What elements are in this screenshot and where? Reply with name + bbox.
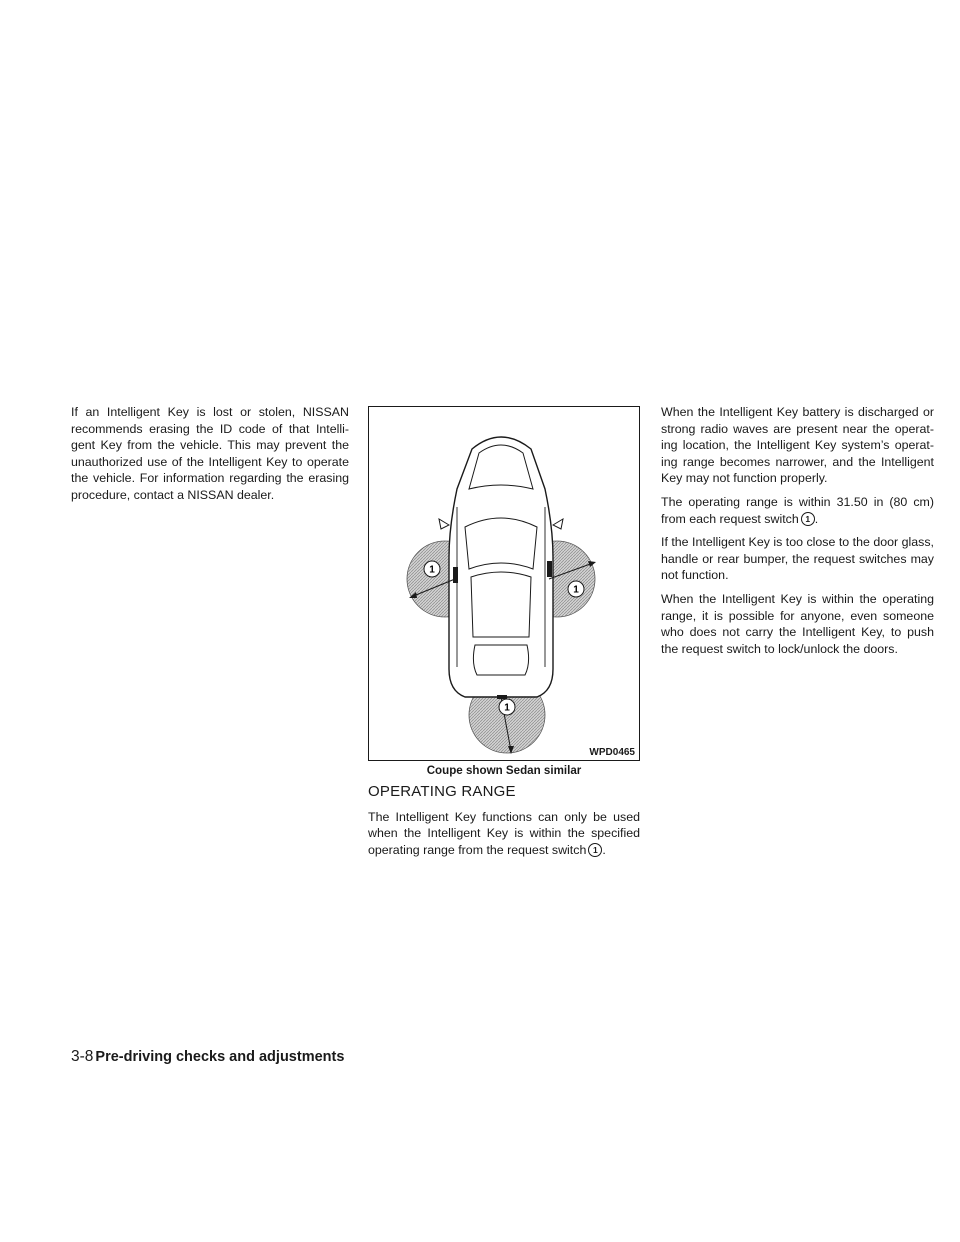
car-top-view-diagram: [369, 407, 639, 760]
section-heading: OPERATING RANGE: [368, 783, 516, 800]
lost-key-paragraph: If an Intelligent Key is lost or stolen, NISSAN recommends erasing the ID code of that Intelli-gent Key from the vehicle. This may prevent the unauthorized use of the Intelligent Key to operate the vehicle. For information regarding the erasing procedure, contact a NISSAN dealer.: [71, 405, 349, 502]
anyone-push-paragraph: When the Intelligent Key is within the operating range, it is possible for anyone, even someone who does not carry the Intelligent Key, to push the request switch to lock/unlock the doors.: [661, 591, 934, 656]
operating-range-paragraph: The Intelligent Key functions can only be used when the Intelligent Key is within the specified operating range from the request switch 1 .: [368, 809, 640, 857]
left-column: [71, 404, 349, 511]
callout-1-icon: 1: [588, 843, 602, 857]
chapter-title: Pre-driving checks and adjustments: [95, 1049, 345, 1065]
too-close-paragraph: If the Intelligent Key is too close to the door glass, handle or rear bumper, the request switches may not function.: [661, 535, 934, 583]
rear-request-switch: [497, 695, 507, 699]
figure-code: WPD0465: [589, 747, 635, 758]
svg-text:1: 1: [573, 584, 579, 596]
page-footer: [71, 1048, 344, 1066]
battery-paragraph: When the Intelligent Key battery is discharged or strong radio waves are present near the operat-ing location, the Intelligent Key system’s operat-ing range becomes narrower, and the Intelligent Key may not function properly.: [661, 405, 934, 486]
range-distance-paragraph: The operating range is within 31.50 in (80 cm) from each request switch 1 .: [661, 494, 934, 526]
figure-caption: Coupe shown Sedan similar: [426, 764, 582, 777]
left-request-switch: [453, 567, 458, 583]
svg-text:1: 1: [504, 702, 510, 714]
car-body-outline: [449, 437, 553, 697]
right-request-switch: [547, 561, 552, 577]
callout-1-icon: 1: [801, 512, 815, 526]
right-column: [661, 404, 934, 664]
operating-range-figure: [368, 406, 640, 761]
svg-text:1: 1: [429, 564, 435, 576]
page-number: 3-8: [71, 1048, 94, 1065]
operating-range-section: [368, 784, 640, 865]
